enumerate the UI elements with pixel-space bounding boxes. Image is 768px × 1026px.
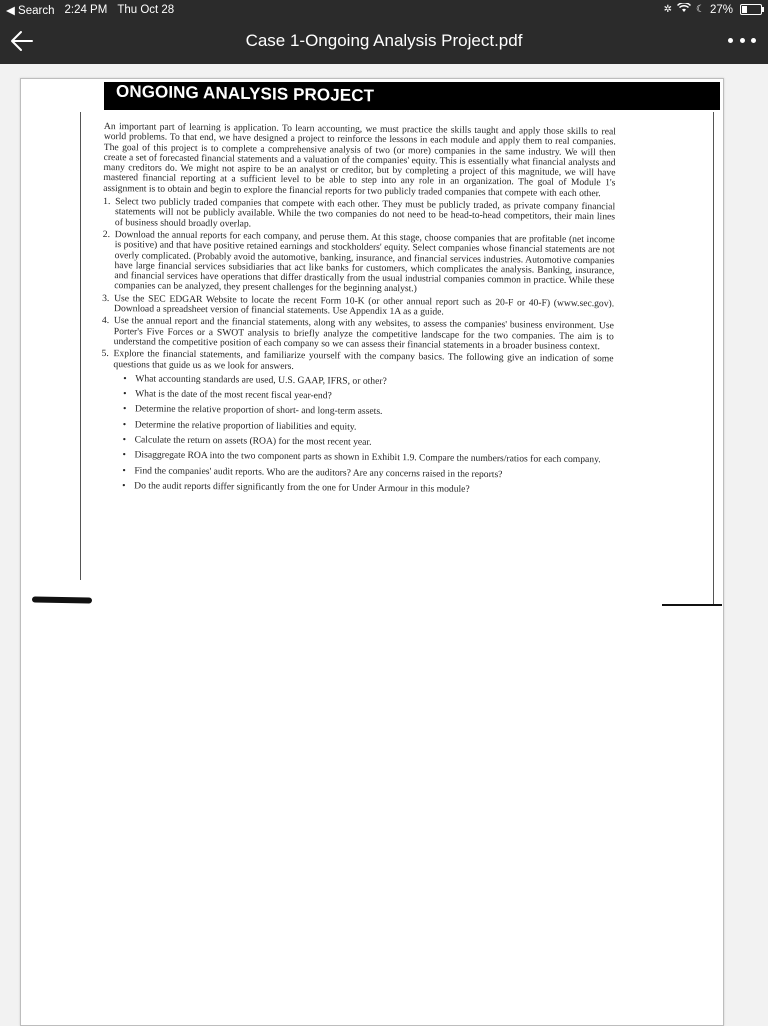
document-body <box>100 122 616 502</box>
step-item: 1. Select two publicly traded companies that compete with each other. They must be publicly traded, as private company financial statements will not be publicly available. While the two companies do not need to be head-to-head competitors, their main lines of business should broadly overlap. <box>103 196 616 230</box>
status-date: Thu Oct 28 <box>117 4 175 16</box>
question-item: • Disaggregate ROA into the two component parts as shown in Exhibit 1.9. Compare the numbers/ratios for each company. <box>122 451 612 466</box>
wifi-icon <box>677 3 691 16</box>
question-item: • Determine the relative proportion of short- and long-term assets. <box>123 405 613 420</box>
dot-icon <box>740 38 745 43</box>
page-border-line <box>713 112 714 606</box>
battery-icon <box>740 4 762 15</box>
steps-list <box>100 197 615 496</box>
question-item: • Calculate the return on assets (ROA) for the most recent year. <box>123 435 613 450</box>
back-to-search-link[interactable]: ◀ Search <box>6 5 55 17</box>
step-item: 2. Download the annual reports for each company, and peruse them. At this stage, choose companies that are profitable (net income is positive) and that have positive retained earnings and stockholders' equity. Select companies whose financial statements are not overly complicated. (Probably avoid the automotive, banking, insurance, and financial services industries. Automotive companies have large financial services subsidiaries that act like banks for customers, which complicates the analysis. Banking, insurance, and financial services have operations that differ drastically from the usual industrial companies common in practice. While these companies can be analyzed, they present challenges for the beginning analyst.) <box>102 228 615 295</box>
more-options-button[interactable] <box>728 29 756 51</box>
intro-paragraph: An important part of learning is application. To learn accounting, we must practice the skills taught and apply those skills to real world problems. To that end, we have designed a project to reinforce the lessons in each module and apply them to real companies. The goal of this project is to complete a comprehensive analysis of two (or more) companies in the same industry. We will then create a set of forecasted financial statements and a valuation of the companies' equity. This is essentially what financial analysts and many creditors do. We might not aspire to be an analyst or creditor, but by completing a project of this magnitude, we will have mastered financial reporting at a sufficient level to be able to step into any role in an organization. The goal of Module 1's assignment is to obtain and begin to explore the financial reports for two publicly traded companies that compete with each other. <box>103 121 616 199</box>
step-item: 4. Use the annual report and the financial statements, along with any websites, to assess the companies' business environment. Use Porter's Five Forces or a SWOT analysis to briefly analyze the competitive landscape for the two companies. The aim is to understand the competitive position of each company so we can assess their financial statements in a broader business context. <box>101 315 614 353</box>
question-item: • Do the audit reports differ significantly from the one for Under Armour in this module? <box>122 481 612 496</box>
scan-mark <box>32 596 92 603</box>
status-bar <box>0 0 768 20</box>
moon-icon: ☾ <box>696 4 705 15</box>
questions-list <box>112 374 613 497</box>
battery-percent: 27% <box>709 3 733 16</box>
question-item: • What accounting standards are used, U.S. GAAP, IFRS, or other? <box>123 374 613 389</box>
dot-icon <box>751 38 756 43</box>
nav-bar <box>0 20 768 64</box>
document-title: Case 1-Ongoing Analysis Project.pdf <box>245 31 523 50</box>
step-item: 5. Explore the financial statements, and familiarize yourself with the company basics. The following give an indication of some questions that guide us as we look for answers. • What accounting standards are used, U.S. GAAP, IFRS, or other? • What is the date of the most recent fiscal year-end? • Determine the relative proportion of short- and long-term assets. • Determine the relative proportion of liabilities and equity. • Calculate the return on assets (ROA) for the most recent year. • Disaggregate ROA into the two component parts as shown in Exhibit 1.9. Compare the numbers/ratios for each company. • Find the companies' audit reports. Who are the auditors? Are any concerns raised in the reports? • Do the audit reports differ significantly from the one for Under Armour in this module? <box>100 349 613 496</box>
question-item: • Find the companies' audit reports. Who are the auditors? Are any concerns raised in the reports? <box>122 466 612 481</box>
scan-mark <box>662 604 722 606</box>
document-heading: ONGOING ANALYSIS PROJECT <box>116 81 375 106</box>
status-time: 2:24 PM <box>64 4 108 16</box>
question-item: • What is the date of the most recent fiscal year-end? <box>123 389 613 404</box>
page-border-line <box>80 112 81 580</box>
step-item: 3. Use the SEC EDGAR Website to locate the recent Form 10-K (or other annual report such as 20-F or 40-F) (www.sec.gov). Download a spreadsheet version of financial statements. Use Appendix 1A as a guide. <box>102 292 615 318</box>
do-not-disturb-icon: ✲ <box>663 4 672 15</box>
question-item: • Determine the relative proportion of liabilities and equity. <box>123 420 613 435</box>
dot-icon <box>728 38 733 43</box>
